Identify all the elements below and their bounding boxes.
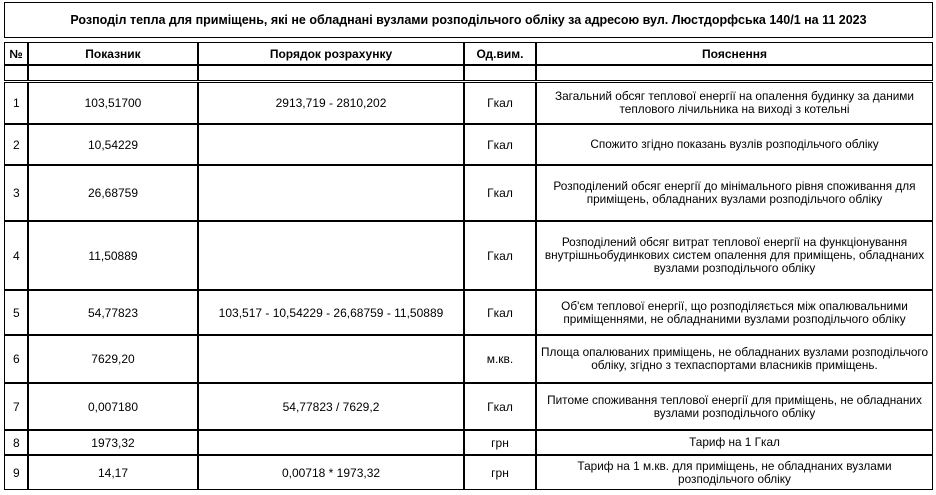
row-explanation: Питоме споживання теплової енергії для приміщень, не обладнаних вузлами розподільчого обліку (536, 383, 933, 430)
row-calculation (198, 335, 464, 383)
row-unit: Гкал (464, 221, 536, 290)
row-num: 3 (4, 165, 28, 221)
row-explanation: Тариф на 1 Гкал (536, 430, 933, 455)
row-num: 9 (4, 455, 28, 490)
row-explanation: Площа опалюваних приміщень, не обладнаних вузлами розподільчого обліку, згідно з техпаспортами власників приміщень. (536, 335, 933, 383)
row-explanation: Розподілений обсяг енергії до мінімального рівня споживання для приміщень, обладнаних вузлами розподільчого обліку (536, 165, 933, 221)
spacer-cell (198, 65, 464, 81)
row-explanation: Об'єм теплової енергії, що розподіляється між опалювальними приміщеннями, не обладнаними вузлами розподільчого обліку (536, 290, 933, 335)
row-indicator: 1973,32 (28, 430, 198, 455)
row-indicator: 10,54229 (28, 124, 198, 165)
row-num: 1 (4, 82, 28, 124)
row-unit: Гкал (464, 82, 536, 124)
header-explanation: Пояснення (536, 42, 933, 65)
row-explanation: Розподілений обсяг витрат теплової енергії на функціонування внутрішньобудинкових систем опалення для приміщень, обладнаних вузлами розподільчого обліку (536, 221, 933, 290)
sheet-title: Розподіл тепла для приміщень, які не обладнані вузлами розподільчого обліку за адресою вул. Люстдорфська 140/1 на 11 2023 (4, 2, 933, 38)
row-calculation (198, 165, 464, 221)
row-unit: грн (464, 455, 536, 490)
header-num: № (4, 42, 28, 65)
header-unit: Од.вим. (464, 42, 536, 65)
row-indicator: 0,007180 (28, 383, 198, 430)
row-calculation: 54,77823 / 7629,2 (198, 383, 464, 430)
row-num: 6 (4, 335, 28, 383)
row-unit: м.кв. (464, 335, 536, 383)
row-num: 4 (4, 221, 28, 290)
row-calculation (198, 221, 464, 290)
row-indicator: 14,17 (28, 455, 198, 490)
row-indicator: 11,50889 (28, 221, 198, 290)
spacer-cell (28, 65, 198, 81)
row-unit: Гкал (464, 124, 536, 165)
row-num: 7 (4, 383, 28, 430)
row-calculation: 2913,719 - 2810,202 (198, 82, 464, 124)
row-indicator: 7629,20 (28, 335, 198, 383)
row-unit: Гкал (464, 165, 536, 221)
spacer-cell (464, 65, 536, 81)
row-indicator: 26,68759 (28, 165, 198, 221)
row-unit: Гкал (464, 290, 536, 335)
row-num: 5 (4, 290, 28, 335)
header-calculation: Порядок розрахунку (198, 42, 464, 65)
row-unit: грн (464, 430, 536, 455)
row-unit: Гкал (464, 383, 536, 430)
row-indicator: 54,77823 (28, 290, 198, 335)
row-explanation: Загальний обсяг теплової енергії на опалення будинку за даними теплового лічильника на виході з котельні (536, 82, 933, 124)
spacer-cell (4, 65, 28, 81)
row-num: 8 (4, 430, 28, 455)
row-explanation: Спожито згідно показань вузлів розподільчого обліку (536, 124, 933, 165)
row-indicator: 103,51700 (28, 82, 198, 124)
spacer-cell (536, 65, 933, 81)
row-num: 2 (4, 124, 28, 165)
row-explanation: Тариф на 1 м.кв. для приміщень, не обладнаних вузлами розподільчого обліку (536, 455, 933, 490)
row-calculation: 103,517 - 10,54229 - 26,68759 - 11,50889 (198, 290, 464, 335)
header-indicator: Показник (28, 42, 198, 65)
row-calculation (198, 430, 464, 455)
row-calculation: 0,00718 * 1973,32 (198, 455, 464, 490)
row-calculation (198, 124, 464, 165)
